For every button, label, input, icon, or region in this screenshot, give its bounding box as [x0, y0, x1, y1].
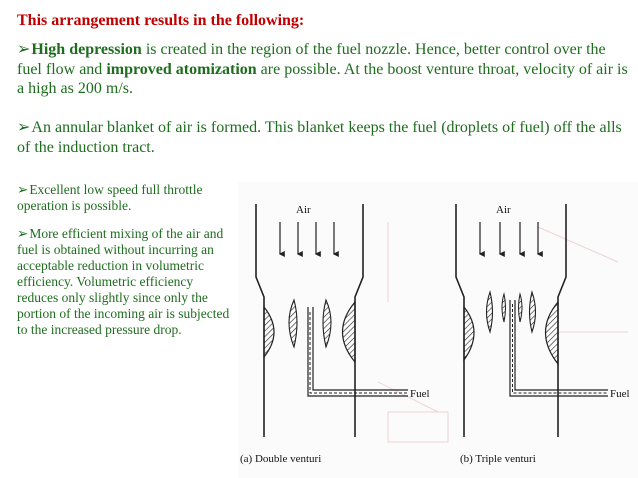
air-label-right: Air: [496, 204, 511, 216]
emphasis-improved-atomization: improved atomization: [106, 60, 257, 78]
emphasis-high-depression: High depression: [31, 41, 142, 58]
third-venturi-right: [519, 294, 523, 322]
bullet-text: An annular blanket of air is formed. This blanket keeps the fuel (droplets of fuel) off the alls of the induction tract.: [17, 119, 622, 156]
bullet-efficient-mixing: [17, 226, 237, 338]
bullet-low-speed: [17, 182, 237, 214]
caption-triple-venturi: (b) Triple venturi: [460, 453, 536, 465]
bullet-text: Excellent low speed full throttle operation is possible.: [17, 182, 203, 213]
bullet-annular-blanket: [17, 118, 629, 157]
fuel-label-left: Fuel: [410, 388, 430, 400]
venturi-diagram: [238, 182, 638, 478]
bullet-arrow-icon: ➢: [17, 119, 31, 136]
bullet-text: are possible. At the boost venture throat, velocity of air is a high as 200 m/s.: [17, 60, 628, 97]
bullet-arrow-icon: ➢: [17, 182, 29, 197]
bullet-text: More efficient mixing of the air and fuel is obtained without incurring an acceptable reduction in volumetric efficiency. Volumetric efficiency reduces only slightly since only the portion of the incoming air is subjected to the increased pressure drop.: [17, 226, 230, 337]
bullet-high-depression: [17, 40, 629, 99]
fuel-label-right: Fuel: [610, 388, 630, 400]
venturi-figure: [238, 182, 638, 478]
third-venturi-left: [502, 294, 506, 322]
slide-heading: This arrangement results in the following:: [17, 12, 305, 29]
air-label-left: Air: [296, 204, 311, 216]
bullet-arrow-icon: ➢: [17, 226, 29, 241]
bullet-arrow-icon: ➢: [17, 41, 31, 58]
caption-double-venturi: (a) Double venturi: [240, 453, 322, 465]
bullet-text: is created in the region of the fuel nozzle. Hence, better control over the fuel flow and: [17, 41, 606, 78]
